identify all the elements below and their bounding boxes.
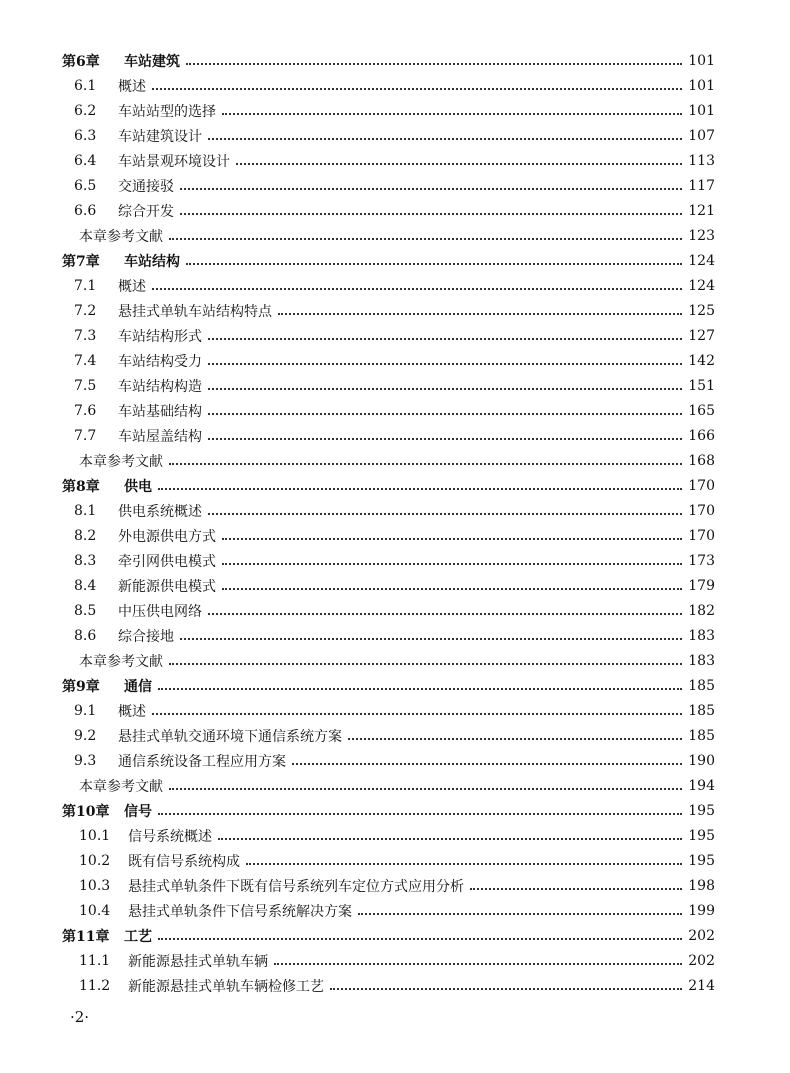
dot-leader [222, 537, 682, 540]
toc-entry-title: 车站站型的选择 [118, 103, 216, 120]
toc-entry-page: 195 [688, 827, 715, 844]
toc-entry-title: 本章参考文献 [79, 778, 163, 795]
toc-entry-page: 101 [688, 102, 715, 119]
toc-entry-number: 8.4 [74, 577, 97, 594]
toc-entry-number: 9.2 [74, 727, 97, 744]
toc-entry-page: 202 [688, 952, 715, 969]
toc-entry-title: 悬挂式单轨车站结构特点 [118, 303, 272, 320]
dot-leader [180, 212, 682, 215]
toc-entry-page: 168 [688, 452, 715, 469]
toc-entry-number: 8.2 [74, 527, 97, 544]
toc-entry-page: 142 [688, 352, 715, 369]
toc-entry-number: 第10章 [62, 803, 110, 820]
toc-entry-title: 悬挂式单轨交通环境下通信系统方案 [118, 728, 342, 745]
toc-section[interactable] [0, 623, 790, 648]
toc-entry-title: 新能源供电模式 [118, 578, 216, 595]
toc-entry-number: 8.6 [74, 627, 97, 644]
dot-leader [208, 412, 682, 415]
toc-entry-page: 165 [688, 402, 715, 419]
toc-entry-number: 10.1 [79, 827, 111, 844]
toc-entry-page: 195 [688, 802, 715, 819]
dot-leader [180, 187, 682, 190]
toc-section[interactable] [0, 823, 790, 848]
toc-entry-page: 185 [688, 702, 715, 719]
toc-entry-page: 107 [688, 127, 715, 144]
dot-leader [180, 637, 682, 640]
toc-entry-title: 新能源悬挂式单轨车辆 [128, 953, 268, 970]
toc-entry-title: 信号 [124, 803, 152, 820]
toc-section[interactable] [0, 98, 790, 123]
toc-section[interactable] [0, 948, 790, 973]
toc-entry-page: 125 [688, 302, 715, 319]
toc-entry-number: 8.3 [74, 552, 97, 569]
dot-leader [246, 862, 682, 865]
toc-entry-number: 8.5 [74, 602, 97, 619]
toc-chapter[interactable] [0, 798, 790, 823]
toc-entry-page: 182 [688, 602, 715, 619]
dot-leader [169, 237, 682, 240]
toc-entry-page: 179 [688, 577, 715, 594]
toc-entry-number: 6.6 [74, 202, 97, 219]
toc-entry-page: 127 [688, 327, 715, 344]
toc-entry-title: 车站基础结构 [118, 403, 202, 420]
dot-leader [169, 462, 682, 465]
toc-entry-page: 117 [688, 177, 715, 194]
toc-entry-page: 198 [688, 877, 715, 894]
toc-entry-page: 101 [688, 77, 715, 94]
toc-entry-title: 车站建筑 [124, 53, 180, 70]
dot-leader [348, 737, 682, 740]
toc-entry-page: 195 [688, 852, 715, 869]
toc-entry-page: 214 [688, 977, 715, 994]
toc-entry-number: 7.4 [74, 352, 97, 369]
toc-chapter[interactable] [0, 923, 790, 948]
toc-entry-title: 车站屋盖结构 [118, 428, 202, 445]
dot-leader [186, 62, 682, 65]
toc-entry-number: 9.3 [74, 752, 97, 769]
toc-entry-page: 194 [688, 777, 715, 794]
toc-entry-title: 车站结构 [124, 253, 180, 270]
toc-entry-title: 本章参考文献 [79, 653, 163, 670]
toc-entry-title: 外电源供电方式 [118, 528, 216, 545]
dot-leader [169, 662, 682, 665]
toc-entry-page: 124 [688, 277, 715, 294]
toc-entry-title: 概述 [118, 78, 146, 95]
toc-entry-number: 6.5 [74, 177, 97, 194]
toc-entry-title: 车站结构形式 [118, 328, 202, 345]
toc-section[interactable] [0, 373, 790, 398]
dot-leader [470, 887, 682, 890]
dot-leader [169, 787, 682, 790]
toc-section[interactable] [0, 698, 790, 723]
toc-entry-title: 综合接地 [118, 628, 174, 645]
toc-entry-title: 工艺 [124, 928, 152, 945]
toc-entry-page: 166 [688, 427, 715, 444]
dot-leader [158, 812, 682, 815]
dot-leader [208, 612, 682, 615]
toc-entry-page: 202 [688, 927, 715, 944]
toc-section[interactable] [0, 198, 790, 223]
toc-entry-number: 11.2 [79, 977, 111, 994]
toc-entry-number: 7.3 [74, 327, 97, 344]
toc-section[interactable] [0, 348, 790, 373]
toc-entry-page: 170 [688, 477, 715, 494]
toc-entry-page: 173 [688, 552, 715, 569]
toc-entry-title: 本章参考文献 [79, 228, 163, 245]
toc-section[interactable] [0, 898, 790, 923]
dot-leader [158, 487, 682, 490]
toc-chapter[interactable] [0, 248, 790, 273]
toc-entry-number: 10.4 [79, 902, 111, 919]
toc-entry-page: 183 [688, 627, 715, 644]
dot-leader [208, 337, 682, 340]
toc-section[interactable] [0, 573, 790, 598]
dot-leader [152, 712, 682, 715]
toc-section[interactable] [0, 548, 790, 573]
toc-section[interactable] [0, 423, 790, 448]
toc-entry-title: 既有信号系统构成 [128, 853, 240, 870]
dot-leader [236, 162, 682, 165]
toc-entry-page: 170 [688, 527, 715, 544]
toc-section[interactable] [0, 273, 790, 298]
toc-entry-title: 悬挂式单轨条件下既有信号系统列车定位方式应用分析 [128, 878, 464, 895]
dot-leader [358, 912, 682, 915]
dot-leader [186, 262, 682, 265]
toc-entry-page: 113 [688, 152, 715, 169]
toc-entry-page: 121 [688, 202, 715, 219]
toc-chapter[interactable] [0, 48, 790, 73]
toc-entry-title: 车站结构受力 [118, 353, 202, 370]
toc-entry-title: 信号系统概述 [128, 828, 212, 845]
dot-leader [158, 687, 682, 690]
toc-entry-number: 7.5 [74, 377, 97, 394]
toc-entry-number: 第7章 [62, 253, 100, 270]
toc-section[interactable] [0, 73, 790, 98]
dot-leader [278, 312, 682, 315]
toc-entry-page: 185 [688, 727, 715, 744]
toc-section[interactable] [0, 873, 790, 898]
toc-entry-number: 7.2 [74, 302, 97, 319]
toc-section[interactable] [0, 523, 790, 548]
toc-references[interactable] [0, 648, 790, 673]
toc-section[interactable] [0, 148, 790, 173]
dot-leader [208, 437, 682, 440]
toc-section[interactable] [0, 173, 790, 198]
toc-entry-title: 综合开发 [118, 203, 174, 220]
toc-entry-number: 9.1 [74, 702, 97, 719]
toc-entry-number: 第9章 [62, 678, 100, 695]
dot-leader [152, 87, 682, 90]
dot-leader [208, 387, 682, 390]
toc-entry-number: 10.2 [79, 852, 111, 869]
toc-entry-number: 第6章 [62, 53, 100, 70]
toc-section[interactable] [0, 598, 790, 623]
toc-entry-title: 悬挂式单轨条件下信号系统解决方案 [128, 903, 352, 920]
toc-section[interactable] [0, 723, 790, 748]
toc-entry-number: 第11章 [62, 928, 110, 945]
dot-leader [222, 587, 682, 590]
toc-section[interactable] [0, 498, 790, 523]
toc-entry-title: 本章参考文献 [79, 453, 163, 470]
toc-entry-page: 170 [688, 502, 715, 519]
toc-entry-title: 新能源悬挂式单轨车辆检修工艺 [128, 978, 324, 995]
toc-entry-page: 199 [688, 902, 715, 919]
toc-entry-title: 车站建筑设计 [118, 128, 202, 145]
toc-section[interactable] [0, 123, 790, 148]
toc-entry-number: 10.3 [79, 877, 111, 894]
toc-entry-title: 概述 [118, 703, 146, 720]
toc-section[interactable] [0, 298, 790, 323]
toc-entry-number: 7.1 [74, 277, 97, 294]
toc-entry-title: 概述 [118, 278, 146, 295]
toc-entry-page: 123 [688, 227, 715, 244]
toc-entry-number: 7.6 [74, 402, 97, 419]
toc-entry-page: 185 [688, 677, 715, 694]
dot-leader [158, 937, 682, 940]
toc-entry-title: 车站结构构造 [118, 378, 202, 395]
table-of-contents [0, 48, 790, 998]
dot-leader [330, 987, 682, 990]
toc-entry-page: 151 [688, 377, 715, 394]
toc-section[interactable] [0, 398, 790, 423]
toc-references[interactable] [0, 448, 790, 473]
toc-entry-number: 6.2 [74, 102, 97, 119]
toc-chapter[interactable] [0, 473, 790, 498]
dot-leader [222, 112, 682, 115]
toc-section[interactable] [0, 748, 790, 773]
toc-entry-title: 通信系统设备工程应用方案 [118, 753, 286, 770]
toc-entry-number: 6.4 [74, 152, 97, 169]
toc-entry-title: 供电 [124, 478, 152, 495]
toc-entry-page: 101 [688, 52, 715, 69]
page-number: ·2· [70, 1008, 90, 1026]
toc-section[interactable] [0, 973, 790, 998]
toc-entry-number: 11.1 [79, 952, 111, 969]
toc-entry-page: 183 [688, 652, 715, 669]
dot-leader [274, 962, 682, 965]
toc-entry-number: 6.3 [74, 127, 97, 144]
toc-entry-page: 124 [688, 252, 715, 269]
toc-entry-title: 车站景观环境设计 [118, 153, 230, 170]
toc-entry-number: 第8章 [62, 478, 100, 495]
toc-entry-number: 6.1 [74, 77, 97, 94]
toc-references[interactable] [0, 773, 790, 798]
toc-entry-title: 牵引网供电模式 [118, 553, 216, 570]
toc-entry-number: 7.7 [74, 427, 97, 444]
dot-leader [292, 762, 682, 765]
toc-entry-title: 交通接驳 [118, 178, 174, 195]
toc-entry-title: 供电系统概述 [118, 503, 202, 520]
dot-leader [208, 512, 682, 515]
dot-leader [218, 837, 682, 840]
toc-entry-title: 通信 [124, 678, 152, 695]
toc-section[interactable] [0, 848, 790, 873]
toc-entry-page: 190 [688, 752, 715, 769]
dot-leader [222, 562, 682, 565]
dot-leader [152, 287, 682, 290]
dot-leader [208, 362, 682, 365]
dot-leader [208, 137, 682, 140]
toc-section[interactable] [0, 323, 790, 348]
toc-entry-title: 中压供电网络 [118, 603, 202, 620]
toc-references[interactable] [0, 223, 790, 248]
toc-chapter[interactable] [0, 673, 790, 698]
toc-entry-number: 8.1 [74, 502, 97, 519]
